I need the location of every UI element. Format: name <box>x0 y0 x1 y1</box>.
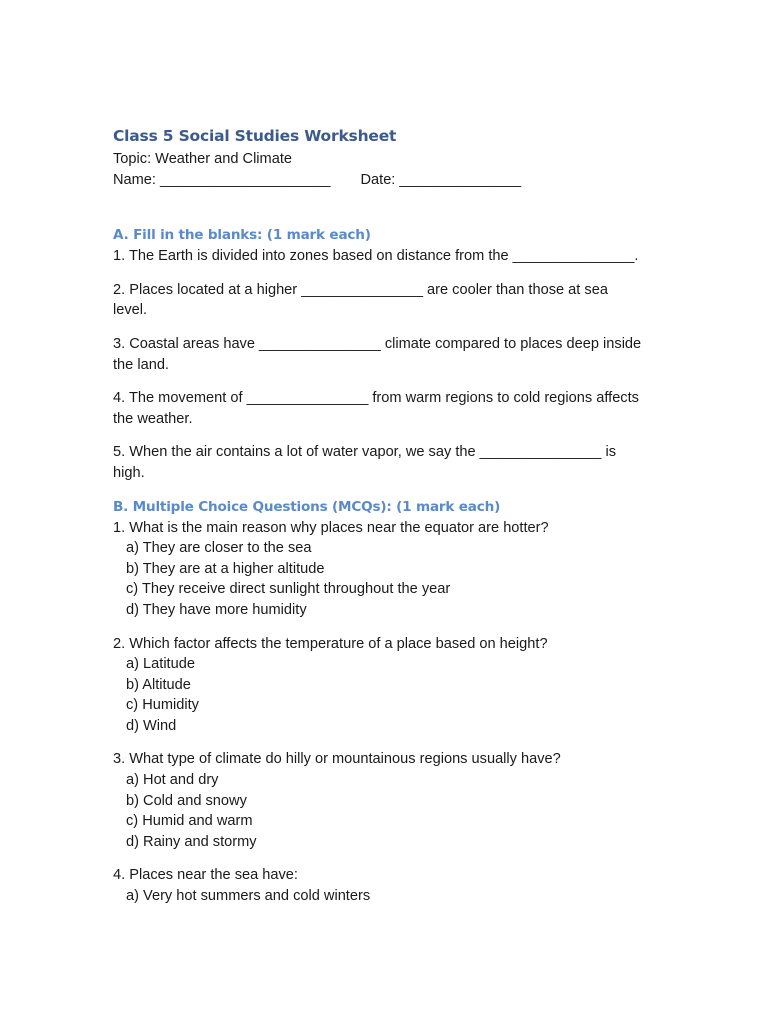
mcq-option: b) Altitude <box>126 676 191 693</box>
section-fill-in-blanks <box>113 225 646 483</box>
mcq-option: a) Very hot summers and cold winters <box>126 888 371 905</box>
fill-question: 5. When the air contains a lot of water vapor, we say the _______________ is high. <box>113 444 621 481</box>
mcq-option: a) Hot and dry <box>126 772 219 789</box>
mcq-question-text: 4. Places near the sea have: <box>113 867 298 884</box>
mcq-option: b) Cold and snowy <box>126 792 247 809</box>
worksheet-page <box>113 125 646 920</box>
mcq-question <box>113 749 643 852</box>
fill-question: 2. Places located at a higher _______________ are cooler than those at sea level. <box>113 281 612 319</box>
mcq-question-text: 1. What is the main reason why places near the equator are hotter? <box>113 519 549 536</box>
date-field-line: Date: _______________ <box>360 171 522 188</box>
section-mcq <box>113 497 643 907</box>
mcq-option: d) Wind <box>126 717 177 734</box>
mcq-option: d) Rainy and stormy <box>126 833 257 850</box>
fill-question: 4. The movement of _______________ from warm regions to cold regions affects the weather. <box>113 390 644 427</box>
mcq-option: c) Humidity <box>126 697 199 714</box>
worksheet-title: Class 5 Social Studies Worksheet <box>113 127 397 145</box>
mcq-option: c) Humid and warm <box>126 813 253 830</box>
mcq-question-text: 3. What type of climate do hilly or mountainous regions usually have? <box>113 751 561 768</box>
section-a-heading: A. Fill in the blanks: (1 mark each) <box>113 227 371 244</box>
name-date-row <box>113 170 643 191</box>
name-field-line: Name: _____________________ <box>113 171 331 188</box>
mcq-question <box>113 634 643 737</box>
mcq-option: d) They have more humidity <box>126 601 307 618</box>
mcq-option: a) They are closer to the sea <box>126 540 312 557</box>
mcq-option: c) They receive direct sunlight throughout the year <box>126 581 451 598</box>
mcq-question <box>113 865 643 906</box>
mcq-option: b) They are at a higher altitude <box>126 560 325 577</box>
fill-question: 1. The Earth is divided into zones based on distance from the _______________. <box>113 248 639 265</box>
topic-line: Topic: Weather and Climate <box>113 151 292 167</box>
mcq-question <box>113 518 643 621</box>
mcq-option: a) Latitude <box>126 656 195 673</box>
section-b-heading: B. Multiple Choice Questions (MCQs): (1 mark each) <box>113 498 501 515</box>
mcq-question-text: 2. Which factor affects the temperature of a place based on height? <box>113 635 548 652</box>
fill-question: 3. Coastal areas have _______________ climate compared to places deep inside the land. <box>113 335 646 373</box>
